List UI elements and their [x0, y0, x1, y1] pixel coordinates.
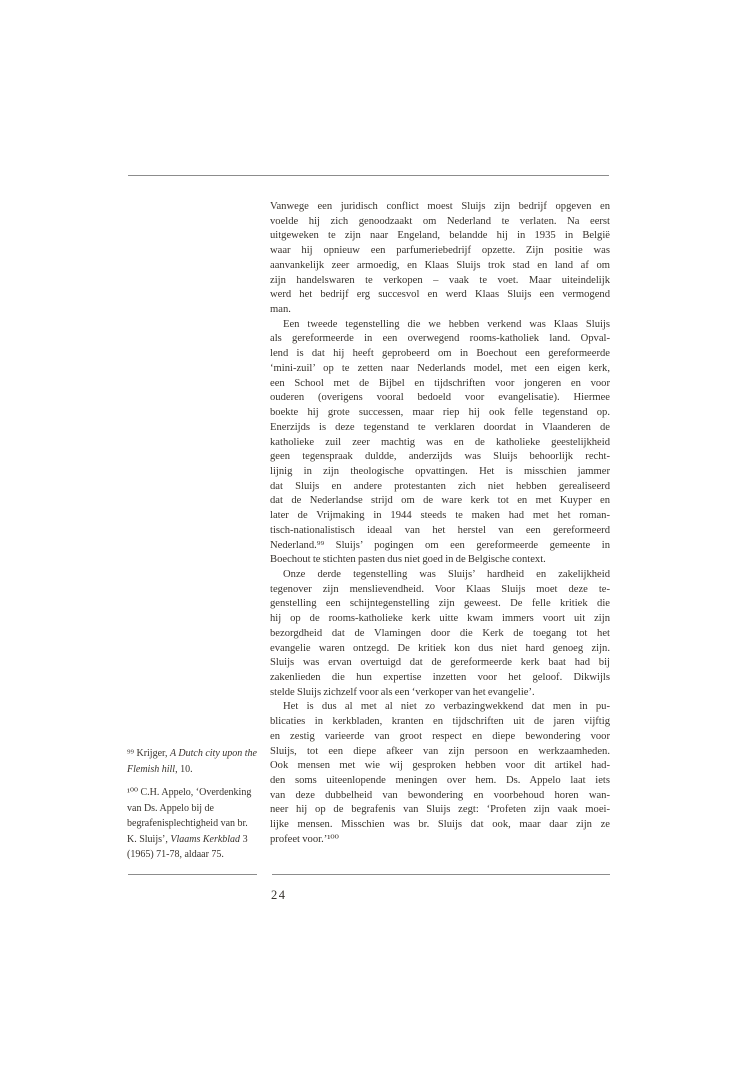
text-line: genstelling een schijntegenstelling zijn geweest. De felle kritiek die	[270, 598, 610, 610]
text-line: ouderen (overigens vooral bedoeld voor evangelisatie). Hiermee	[270, 392, 610, 404]
text-line: Het is dus al met al niet zo verbazingwekkend dat men in pu-	[283, 701, 610, 713]
text-line: blicaties in kerkbladen, kranten en tijdschriften uit de jaren vijftig	[270, 716, 610, 728]
text-line: geen tegenspraak duldde, anderzijds was Sluijs behoorlijk recht-	[270, 451, 610, 463]
text-line: man.	[270, 304, 291, 316]
text-line: neer hij op de begrafenis van Sluijs zegt: ‘Profeten zijn vaak moei-	[270, 804, 610, 816]
text-line: Onze derde tegenstelling was Sluijs’ hardheid en zakelijkheid	[283, 568, 610, 580]
text-line: hij op de rooms-katholieke kerk uitte kwam immers voort uit zijn	[270, 613, 610, 625]
text-line: bezorgdheid dat de Vlamingen door die Kerk de toegang tot het	[270, 627, 610, 639]
header-rule	[128, 175, 609, 176]
text-line: Enerzijds is deze tegenstand te verklaren doordat in Vlaanderen de	[270, 421, 610, 433]
footnote	[127, 746, 259, 777]
text-line: aanvankelijk zeer armoedig, en Klaas Sluijs trok stad en land af om	[270, 259, 610, 271]
text-line: Sluijs was ervan overtuigd dat de gereformeerde kerk baat had bij	[270, 657, 610, 669]
text-line: werd het bedrijf erg succesvol en werd Klaas Sluijs een vermogend	[270, 289, 610, 301]
text-line: dat Sluijs en andere protestanten zich niet hebben gerealiseerd	[270, 480, 610, 492]
text-line: Een tweede tegenstelling die we hebben verkend was Klaas Sluijs	[283, 318, 610, 330]
footnote-work-title: Vlaams Kerkblad	[170, 833, 241, 845]
text-line: tisch-nationalistisch ideaal van het herstel van een gereformeerd	[270, 524, 610, 536]
text-line: lijnig in zijn theologische opvattingen. Het is misschien jammer	[270, 465, 610, 477]
text-line: als gereformeerde in een overwegend rooms-katholiek land. Opval-	[270, 333, 610, 345]
text-line: zakenlieden die hun expertise inzetten voor het geloof. Dikwijls	[270, 672, 610, 683]
footnotes-column	[127, 746, 259, 871]
page-number: 24	[271, 888, 287, 902]
text-line: dat de Nederlandse strijd om de ware kerk tot en met Kuyper en	[270, 495, 610, 507]
text-line: Boechout te stichten pasten dus niet goed in de Belgische context.	[270, 554, 546, 566]
footnote-text: ⁹⁹ Krijger,	[127, 748, 170, 759]
paragraph	[270, 318, 610, 568]
text-line: van deze dubbelheid van bewondering en voorbehoud horen wan-	[270, 789, 610, 801]
text-line: evangelie waren ontzegd. De kritiek kon dus niet hard genoeg zijn.	[270, 642, 610, 654]
paragraph	[270, 200, 610, 318]
text-line: en zestig varieerde van groot respect en diepe bewondering voor	[270, 730, 610, 742]
text-line: ‘mini-zuil’ op te zetten naar Nederlands model, met een eigen kerk,	[270, 362, 610, 374]
text-line: Sluijs, tot een diepe afkeer van zijn persoon en werkzaamheden.	[270, 745, 610, 757]
text-line: uitgeweken te zijn naar Engeland, belandde hij in 1935 in België	[270, 230, 610, 242]
footnote-work-title: A Dutch city upon the Flemish hill	[127, 748, 257, 775]
main-text-column	[270, 200, 610, 848]
text-line: zijn handelswaren te verkopen – vaak te voet. Maar uiteindelijk	[270, 274, 610, 286]
text-line: lend is dat hij heeft geprobeerd om in Boechout een gereformeerde	[270, 348, 610, 360]
text-line: Vanwege een juridisch conflict moest Sluijs zijn bedrijf opgeven en	[270, 201, 610, 212]
paragraph	[270, 568, 610, 700]
text-line: lijke mensen. Misschien was br. Sluijs dat ook, maar daar zijn ze	[270, 819, 610, 831]
text-line: Ook mensen met wie wij gesproken hebben voor dit artikel had-	[270, 760, 610, 772]
footnote-text: ¹⁰⁰ C.H. Appelo, ‘Overdenking van Ds. Appelo bij de begrafenisplechtigheid van br. K. Sluijs’,	[127, 787, 252, 845]
footnote-text: 3 (1965) 71-78, aldaar 75.	[127, 833, 248, 860]
text-line: waar hij opnieuw een parfumeriebedrijf opzette. Zijn positie was	[270, 245, 610, 257]
text-line: voelde hij zich genoodzaakt om Nederland te verlaten. Na eerst	[270, 215, 610, 227]
paragraph	[270, 700, 610, 847]
text-line: katholieke zuil zeer machtig was en de katholieke geestelijkheid	[270, 436, 610, 448]
text-line: boekte hij grote successen, maar riep hij ook felle tegenstand op.	[270, 407, 610, 419]
footnote	[127, 785, 259, 863]
text-line: een School met de Bijbel en tijdschriften voor jongeren en voor	[270, 377, 610, 389]
footnote-text: , 10.	[175, 763, 193, 775]
text-line: den soms uiteenlopende meningen over hem. Ds. Appelo laat iets	[270, 775, 610, 787]
text-line: profeet voor.’¹⁰⁰	[270, 833, 339, 845]
footnote-rule	[128, 874, 257, 875]
text-line: tegenover zijn menslievendheid. Voor Klaas Sluijs moet deze te-	[270, 583, 610, 595]
text-line: later de Vrijmaking in 1944 steeds te maken had met het roman-	[270, 510, 610, 522]
text-line: Nederland.⁹⁹ Sluijs’ pogingen om een gereformeerde gemeente in	[270, 539, 610, 551]
footer-rule	[272, 874, 610, 875]
text-line: stelde Sluijs zichzelf voor als een ‘verkoper van het evangelie’.	[270, 686, 535, 698]
